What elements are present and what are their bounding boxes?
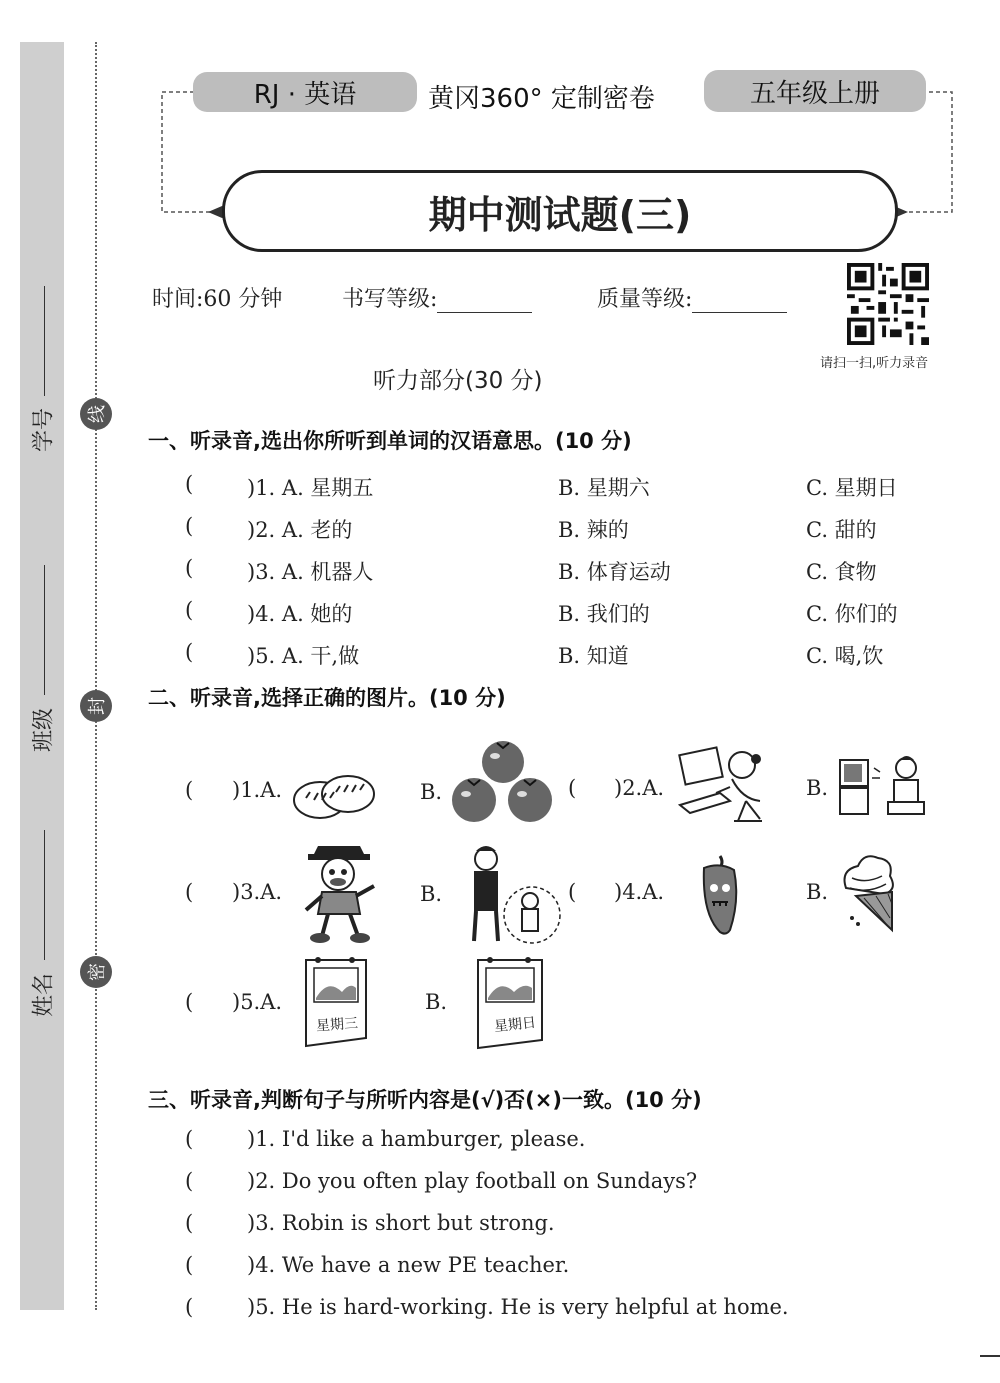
calendar-b-icon <box>472 954 552 1050</box>
listening-title: 听力部分(30 分) <box>373 368 543 394</box>
judgement-sentence: )2. Do you often play football on Sundays? <box>247 1169 698 1193</box>
tall-short-people-icon <box>460 845 564 945</box>
tomato-icon <box>448 738 558 828</box>
q5-b-label: B. <box>425 990 448 1014</box>
chilli-pepper-icon <box>690 852 750 938</box>
bread-icon <box>292 768 376 822</box>
judgement-sentence: )3. Robin is short but strong. <box>247 1211 555 1235</box>
answer-paren-open[interactable]: ( <box>185 598 194 622</box>
quality-grade <box>597 282 787 313</box>
answer-paren-open[interactable]: ( <box>185 1253 194 1277</box>
writing-grade <box>342 282 532 313</box>
answer-paren-open[interactable]: ( <box>185 1211 194 1235</box>
binding-sidebar <box>20 42 64 1310</box>
answer-paren-open[interactable]: ( <box>185 556 194 580</box>
student-id-blank <box>44 286 45 396</box>
choice-c: C. 星期日 <box>806 476 898 500</box>
choice-b: B. 我们的 <box>558 602 650 626</box>
answer-paren-open[interactable]: ( <box>185 1127 194 1151</box>
q4-label: )4.A. <box>614 880 665 904</box>
answer-paren-open[interactable]: ( <box>185 1295 194 1319</box>
calendar-a-icon <box>300 954 372 1048</box>
answer-paren-open[interactable]: ( <box>185 514 194 538</box>
funny-man-icon <box>300 842 382 946</box>
section1-heading: 一、听录音,选出你所听到单词的汉语意思。(10 分) <box>148 429 632 453</box>
boy-tv-icon <box>836 752 928 822</box>
answer-paren-open[interactable]: ( <box>185 778 194 802</box>
grade-pill: 五年级上册 <box>704 70 926 112</box>
calendar-frame-icon <box>472 954 552 1050</box>
quality-grade-label: 质量等级: <box>597 287 693 312</box>
q4-b-label: B. <box>806 880 829 904</box>
q5-label: )5.A. <box>232 990 283 1014</box>
q1-label: )1.A. <box>232 778 283 802</box>
page-title: 期中测试题(三) <box>222 170 898 252</box>
answer-paren-open[interactable]: ( <box>185 880 194 904</box>
girl-computer-icon <box>676 745 771 827</box>
seal-secret-badge: 密 <box>80 956 112 988</box>
answer-paren-open[interactable]: ( <box>185 640 194 664</box>
choice-c: C. 食物 <box>806 560 877 584</box>
calendar-a-day: 星期三 <box>315 1015 359 1035</box>
answer-paren-open[interactable]: ( <box>185 472 194 496</box>
writing-grade-blank[interactable] <box>437 292 532 313</box>
page-edge-mark <box>980 1355 1000 1357</box>
choice-b: B. 星期六 <box>558 476 650 500</box>
section3-heading: 三、听录音,判断句子与所听内容是(√)否(×)一致。(10 分) <box>148 1088 702 1112</box>
choice-a: )3. A. 机器人 <box>247 560 374 584</box>
section2-heading: 二、听录音,选择正确的图片。(10 分) <box>148 686 506 710</box>
seal-seal-badge: 封 <box>80 690 112 722</box>
writing-grade-label: 书写等级: <box>342 287 438 312</box>
time-info: 时间:60 分钟 <box>152 287 283 312</box>
judgement-sentence: )4. We have a new PE teacher. <box>247 1253 570 1277</box>
answer-paren-open[interactable]: ( <box>185 990 194 1014</box>
subject-pill: RJ · 英语 <box>193 72 417 112</box>
q2-label: )2.A. <box>614 776 665 800</box>
q2-b-label: B. <box>806 776 829 800</box>
q3-label: )3.A. <box>232 880 283 904</box>
calendar-b-day: 星期日 <box>493 1014 537 1036</box>
judgement-sentence: )1. I'd like a hamburger, please. <box>247 1127 586 1151</box>
seal-line-badge: 线 <box>80 398 112 430</box>
qr-note: 请扫一扫,听力录音 <box>820 356 929 371</box>
qr-code-icon[interactable] <box>843 263 933 345</box>
answer-paren-open[interactable]: ( <box>568 880 577 904</box>
series-title: 黄冈360° 定制密卷 <box>428 84 655 114</box>
answer-paren-open[interactable]: ( <box>185 1169 194 1193</box>
q3-b-label: B. <box>420 882 443 906</box>
q1-b-label: B. <box>420 780 443 804</box>
class-blank <box>44 830 45 960</box>
student-id-label: 学号 <box>31 407 57 453</box>
choice-c: C. 喝,饮 <box>806 644 884 668</box>
student-id-blank-2 <box>44 565 45 695</box>
choice-b: B. 辣的 <box>558 518 629 542</box>
choice-a: )4. A. 她的 <box>247 602 353 626</box>
choice-b: B. 知道 <box>558 644 629 668</box>
name-label: 姓名 <box>31 972 57 1018</box>
quality-grade-blank[interactable] <box>692 292 787 313</box>
choice-c: C. 甜的 <box>806 518 877 542</box>
choice-c: C. 你们的 <box>806 602 898 626</box>
class-label: 班级 <box>31 707 57 753</box>
choice-a: )5. A. 干,做 <box>247 644 360 668</box>
answer-paren-open[interactable]: ( <box>568 776 577 800</box>
cut-line <box>95 42 97 1310</box>
choice-b: B. 体育运动 <box>558 560 671 584</box>
ice-cream-icon <box>838 852 900 936</box>
choice-a: )2. A. 老的 <box>247 518 353 542</box>
choice-a: )1. A. 星期五 <box>247 476 374 500</box>
judgement-sentence: )5. He is hard-working. He is very helpful at home. <box>247 1295 789 1319</box>
